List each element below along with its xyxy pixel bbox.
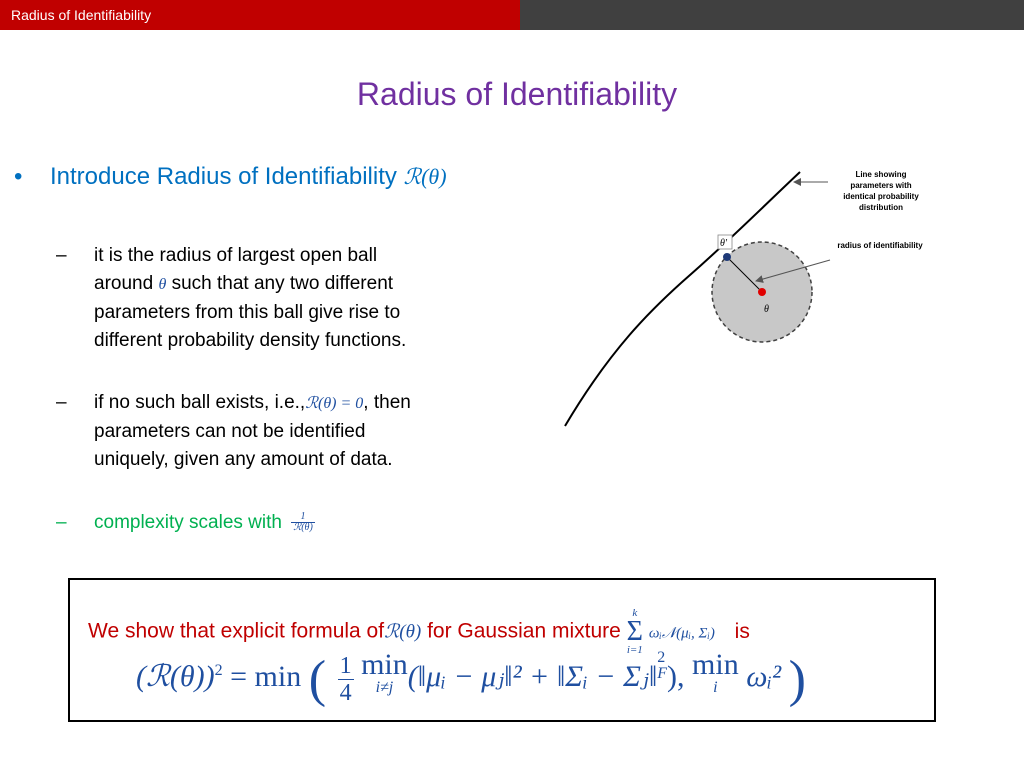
dash-3: – (56, 512, 67, 533)
line-annotation-2: parameters with (850, 181, 912, 190)
diagram-svg (540, 160, 1024, 450)
formula-min2-sub: i (713, 679, 718, 696)
sub-bullet-3 (56, 509, 501, 541)
formula-min1: min (361, 648, 408, 681)
line-annotation-3: identical probability (843, 192, 919, 201)
formula-quarter-den: 4 (339, 679, 352, 706)
formula-min2: min (692, 648, 739, 681)
result-text-c: is (734, 619, 750, 643)
theta-label: θ (764, 304, 769, 315)
sub-bullet-1 (56, 242, 501, 354)
header-dark-band (520, 0, 1024, 30)
center-point (758, 288, 766, 296)
result-line (88, 608, 750, 656)
formula-omega: ωᵢ² (746, 660, 782, 693)
sub3-fraction (291, 512, 315, 533)
dash-2: – (56, 392, 67, 413)
formula-inner: (‖μᵢ − μⱼ‖² + ‖Σᵢ − Σⱼ‖ (407, 660, 658, 693)
sum-sigma: Σ (626, 616, 643, 647)
line-annotation-4: distribution (859, 203, 903, 212)
sub1-line2a: around (94, 273, 154, 294)
formula-min1-sub: i≠j (375, 679, 394, 696)
sub2-line1a: if no such ball exists, i.e., (94, 392, 306, 413)
bullet-dot: • (14, 163, 23, 190)
radius-formula: (ℛ(θ))$^2$ = min ( $\frac{1}{4}$ min i≠j (‖μᵢ − μⱼ‖² + ‖Σᵢ − Σⱼ‖ 2 F ), min i ωᵢ² ) (136, 648, 806, 708)
header-bar (0, 0, 1024, 30)
summation (627, 608, 643, 656)
slide-title: Radius of Identifiability (356, 76, 678, 112)
formula-eq-min: = min (230, 660, 302, 693)
boundary-point (723, 253, 731, 261)
sum-top: k (632, 607, 638, 619)
sub2-math: ℛ(θ) = 0 (305, 395, 364, 412)
line-annotation-1: Line showing (855, 170, 907, 179)
sub3-frac-num: 1 (291, 512, 315, 523)
mixture-term: ωᵢ𝒩(μᵢ, Σᵢ) (648, 625, 715, 642)
formula-quarter-num: 1 (339, 652, 352, 679)
sub2-line2: parameters can not be identified (94, 421, 366, 442)
line-annotation (826, 169, 936, 213)
sub1-math: θ (158, 276, 167, 293)
header-label: Radius of Identifiability (11, 7, 152, 23)
sub1-line2b: such that any two different (171, 273, 394, 294)
result-box (68, 578, 936, 722)
sub-bullet-2 (56, 389, 501, 473)
formula-norm-sup: 2 (657, 649, 666, 666)
sub1-line4: different probability density functions. (94, 330, 407, 351)
sub3-frac-den: ℛ(θ) (293, 522, 313, 534)
formula-lhs: (ℛ(θ)) (136, 660, 215, 693)
sub2-line1b: , then (363, 392, 411, 413)
bullet-text: Introduce Radius of Identifiability (50, 163, 397, 190)
bullet-math: ℛ(θ) (403, 164, 447, 189)
sub1-line1: it is the radius of largest open ball (94, 245, 378, 266)
result-text-b: for Gaussian mixture (427, 619, 621, 643)
result-text-a: We show that explicit formula of (88, 619, 385, 643)
sum-bottom: i=1 (626, 644, 643, 656)
formula-norm-sub: F (657, 665, 668, 682)
formula-sq: 2 (214, 662, 223, 679)
sub2-line3: uniquely, given any amount of data. (94, 449, 393, 470)
radius-annotation: radius of identifiability (837, 241, 923, 250)
formula-inner-end: ), (667, 660, 685, 693)
identifiability-diagram (540, 160, 1024, 450)
formula-quarter (338, 653, 354, 706)
sub1-line3: parameters from this ball give rise to (94, 302, 401, 323)
sub3-text: complexity scales with (94, 512, 282, 533)
result-math-r: ℛ(θ) (384, 621, 422, 643)
theta-prime-label: θ' (720, 238, 728, 249)
dash-1: – (56, 245, 67, 266)
